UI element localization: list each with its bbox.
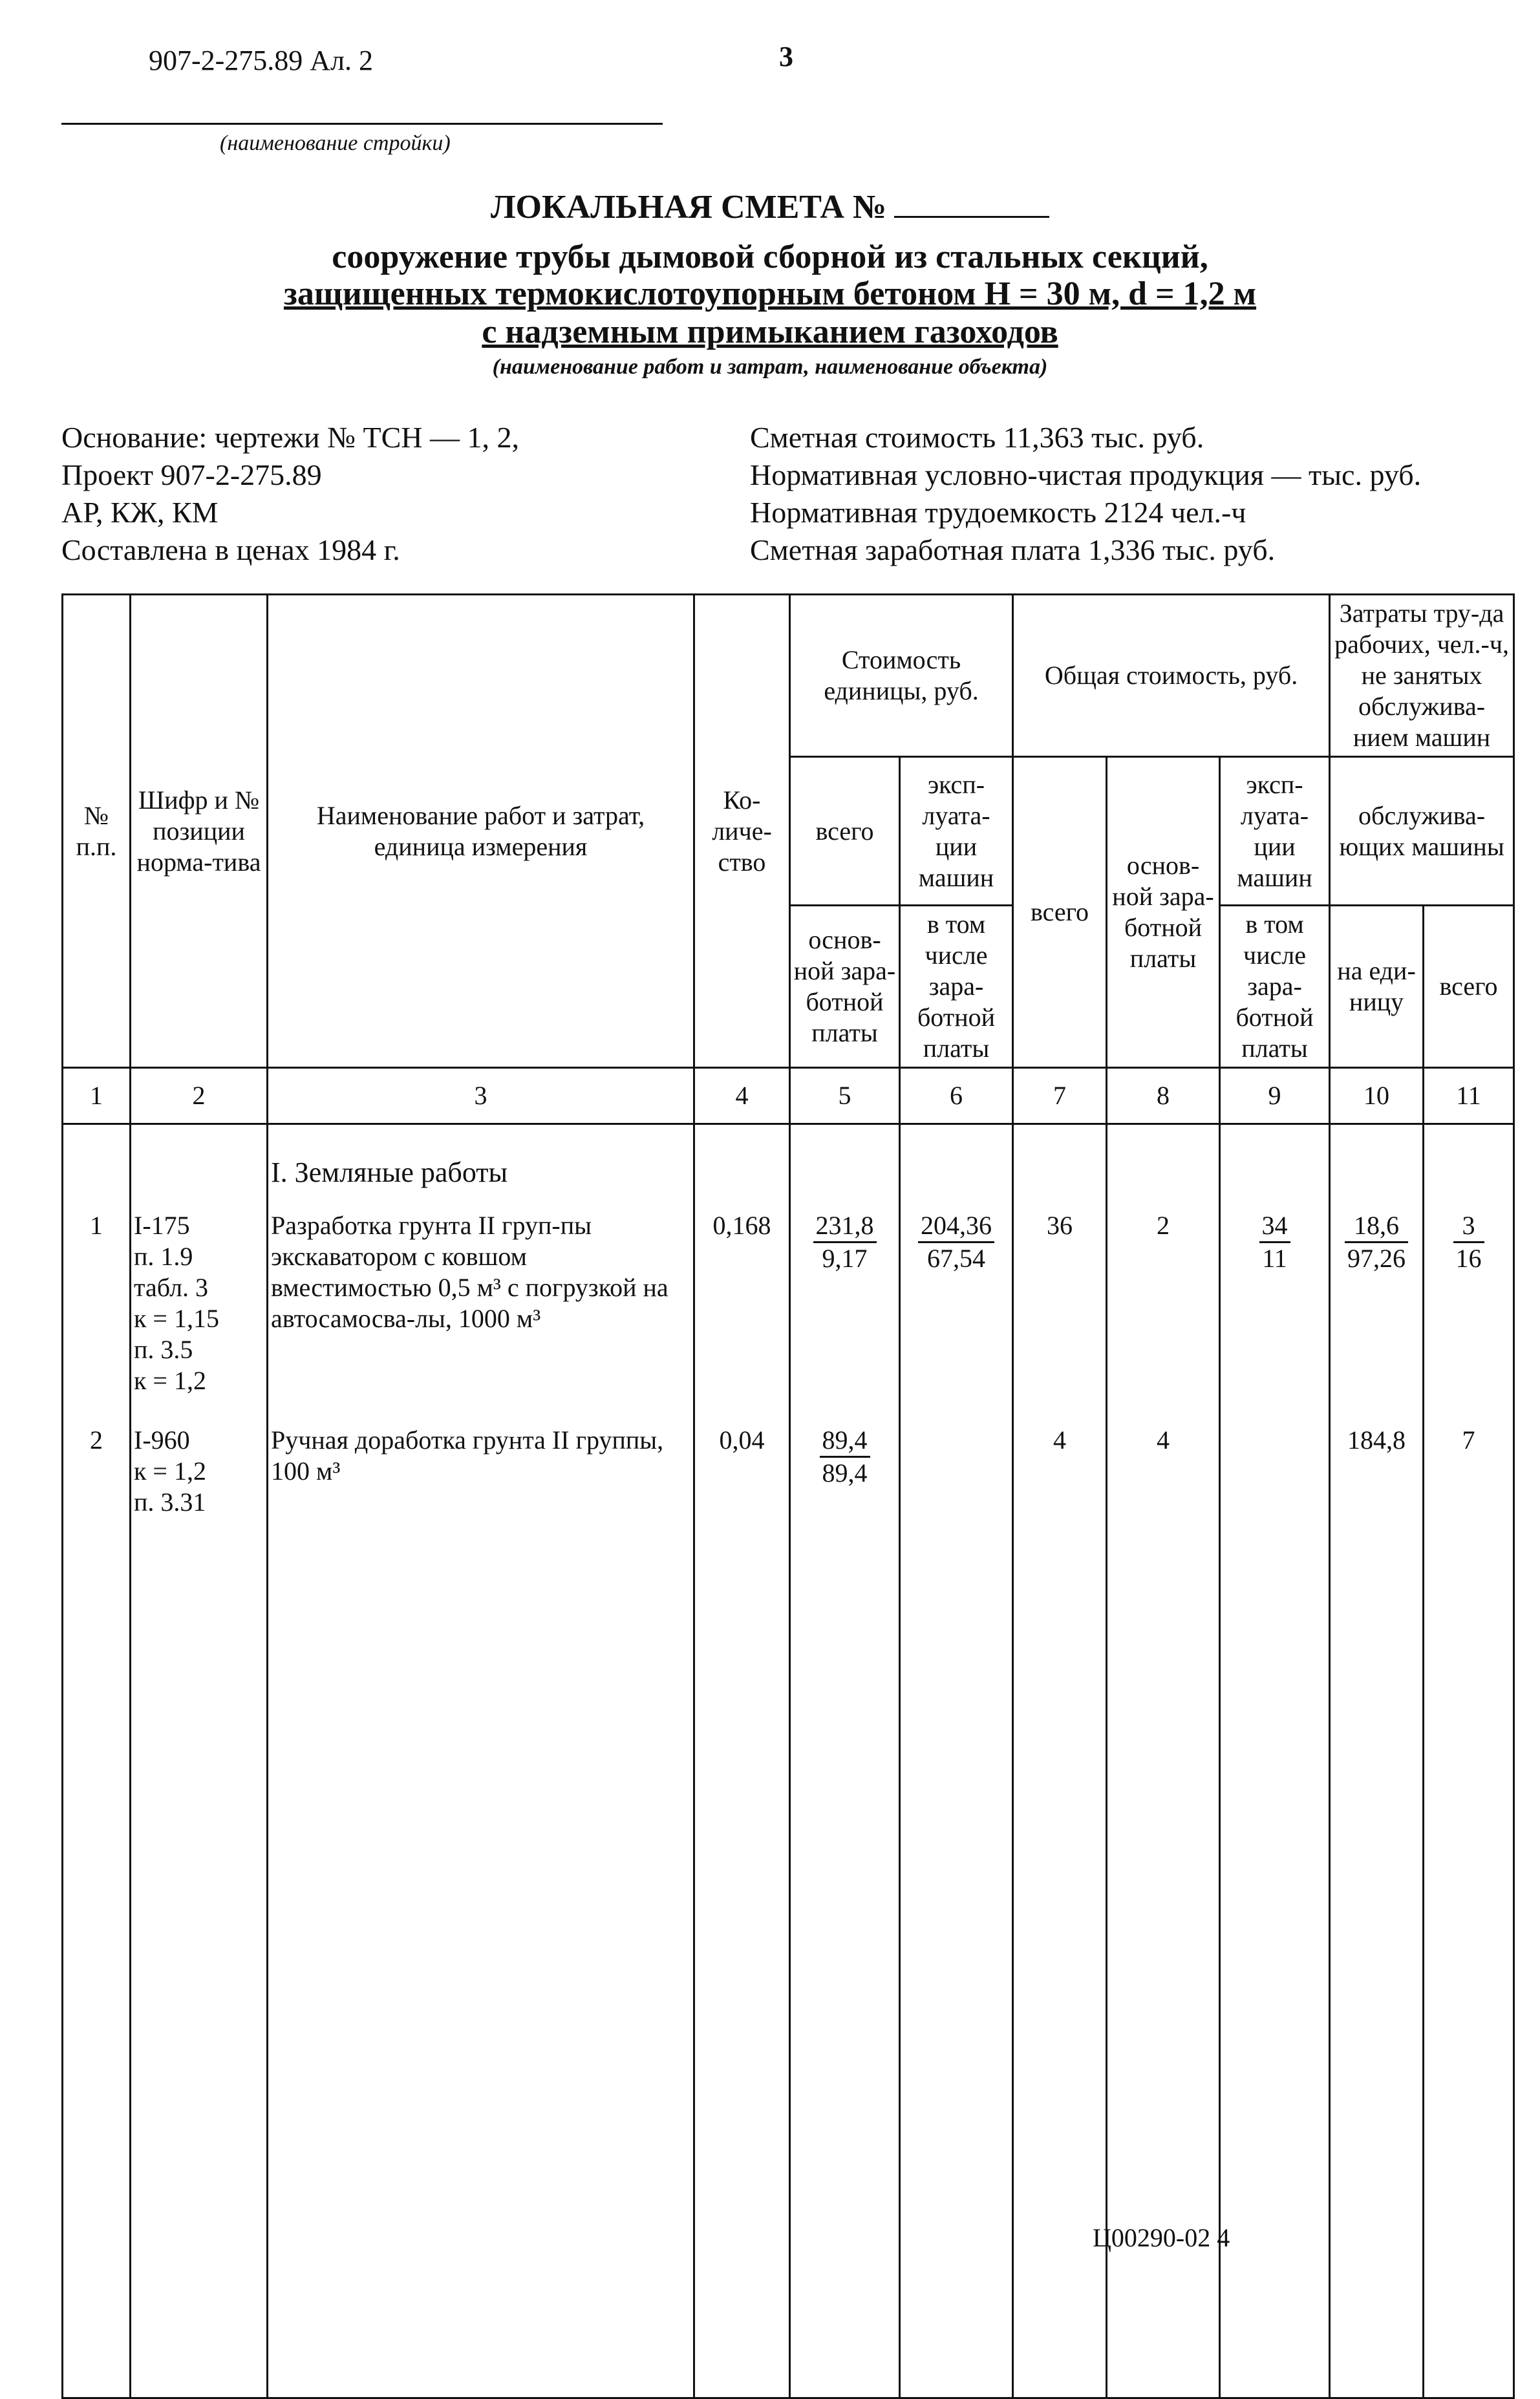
header-total-basic-wage: основ-ной зара-ботной платы: [1107, 757, 1220, 1068]
row-number: 2: [63, 1399, 131, 2398]
footer-code: Ц00290-02 4: [1093, 2223, 1230, 2252]
basis-block: [61, 419, 519, 569]
row-labor-per-unit: 184,8: [1330, 1399, 1424, 2398]
column-number: 9: [1220, 1068, 1330, 1124]
row-total-basic-wage: 4: [1107, 1399, 1220, 2398]
header-qty: Ко-личе-ство: [694, 595, 790, 1068]
column-number: 5: [790, 1068, 900, 1124]
basis-line: Составлена в ценах 1984 г.: [61, 533, 400, 566]
header-labor: Затраты тру-да рабочих, чел.-ч, не занятых обслужива-нием машин: [1330, 595, 1514, 757]
row-code: I-960 к = 1,2 п. 3.31: [131, 1399, 268, 2398]
row-unit-cost: $\frac{231,8}{9,17}$: [790, 1208, 900, 1399]
column-number: 3: [268, 1068, 694, 1124]
header-labor-serving: обслужива-ющих машины: [1330, 757, 1514, 906]
page-number: 3: [779, 41, 793, 72]
row-labor-total: $\frac{3}{16}$: [1424, 1208, 1514, 1399]
header-unit-cost: Стоимость единицы, руб.: [790, 595, 1013, 757]
summary-line: Нормативная условно-чистая продукция — тыс. руб.: [750, 458, 1422, 491]
column-number: 8: [1107, 1068, 1220, 1124]
header-unit-all: всего: [790, 757, 900, 906]
summary-line: Сметная заработная плата 1,336 тыс. руб.: [750, 533, 1276, 566]
header-unit-machines: эксп-луата-ции машин: [900, 757, 1013, 906]
header-no: № п.п.: [63, 595, 131, 1068]
header-labor-per-unit: на еди-ницу: [1330, 906, 1424, 1068]
row-name: Ручная доработка грунта II группы, 100 м³: [268, 1399, 694, 2398]
column-number: 11: [1424, 1068, 1514, 1124]
row-unit-cost: $\frac{89,4}{89,4}$: [790, 1399, 900, 2398]
row-qty: 0,04: [694, 1399, 790, 2398]
header-total-incl-wage: в том числе зара-ботной платы: [1220, 906, 1330, 1068]
row-name: Разработка грунта II груп-пы экскаватором с ковшом вместимостью 0,5 м³ с погрузкой на автосамосва-лы, 1000 м³: [268, 1208, 694, 1399]
table-row: [63, 1399, 1514, 2398]
estimate-table: [61, 593, 1515, 2399]
header-name: Наименование работ и затрат, единица измерения: [268, 595, 694, 1068]
column-number: 4: [694, 1068, 790, 1124]
column-number: 6: [900, 1068, 1013, 1124]
header-code: Шифр и № позиции норма-тива: [131, 595, 268, 1068]
estimate-number-blank: [894, 187, 1049, 218]
row-qty: 0,168: [694, 1208, 790, 1399]
summary-line: Нормативная трудоемкость 2124 чел.-ч: [750, 496, 1246, 529]
column-number: 1: [63, 1068, 131, 1124]
section-title: I. Земляные работы: [268, 1124, 694, 1208]
row-unit-machines: $\frac{204,36}{67,54}$: [900, 1208, 1013, 1399]
row-total-machines: $\frac{34}{11}$: [1220, 1208, 1330, 1399]
column-number-row: [63, 1068, 1514, 1124]
header-unit-basic-wage: основ-ной зара-ботной платы: [790, 906, 900, 1068]
column-number: 10: [1330, 1068, 1424, 1124]
header-total-all: всего: [1013, 757, 1107, 1068]
row-total-all: 4: [1013, 1399, 1107, 2398]
section-row: [63, 1124, 1514, 1208]
row-total-all: 36: [1013, 1208, 1107, 1399]
row-total-basic-wage: 2: [1107, 1208, 1220, 1399]
construction-caption: (наименование стройки): [220, 131, 451, 155]
table-row: [63, 1208, 1514, 1399]
header-unit-incl-wage: в том числе зара-ботной платы: [900, 906, 1013, 1068]
summary-block: [750, 419, 1421, 569]
summary-line: Сметная стоимость 11,363 тыс. руб.: [750, 421, 1204, 454]
estimate-title: ЛОКАЛЬНАЯ СМЕТА №: [0, 187, 1540, 226]
work-title-line-3: с надземным примыканием газоходов: [482, 314, 1058, 350]
header-labor-total: всего: [1424, 906, 1514, 1068]
document-code: 907-2-275.89 Ал. 2: [149, 45, 374, 76]
basis-line: Основание: чертежи № ТСН — 1, 2,: [61, 421, 519, 454]
row-code: I-175 п. 1.9 табл. 3 к = 1,15 п. 3.5 к = 1,2: [131, 1208, 268, 1399]
basis-line: АР, КЖ, КМ: [61, 496, 219, 529]
row-labor-per-unit: $\frac{18,6}{97,26}$: [1330, 1208, 1424, 1399]
construction-name-line: [61, 123, 663, 125]
header-total-cost: Общая стоимость, руб.: [1013, 595, 1330, 757]
row-labor-total: 7: [1424, 1399, 1514, 2398]
work-title-line-1: сооружение трубы дымовой сборной из стальных секций,: [332, 239, 1208, 275]
column-number: 2: [131, 1068, 268, 1124]
work-title-caption: (наименование работ и затрат, наименование объекта): [492, 355, 1048, 379]
header-total-machines: эксп-луата-ции машин: [1220, 757, 1330, 906]
work-title-line-2: защищенных термокислотоупорным бетоном H = 30 м, d = 1,2 м: [283, 275, 1257, 312]
column-number: 7: [1013, 1068, 1107, 1124]
row-number: 1: [63, 1208, 131, 1399]
basis-line: Проект 907-2-275.89: [61, 458, 322, 491]
